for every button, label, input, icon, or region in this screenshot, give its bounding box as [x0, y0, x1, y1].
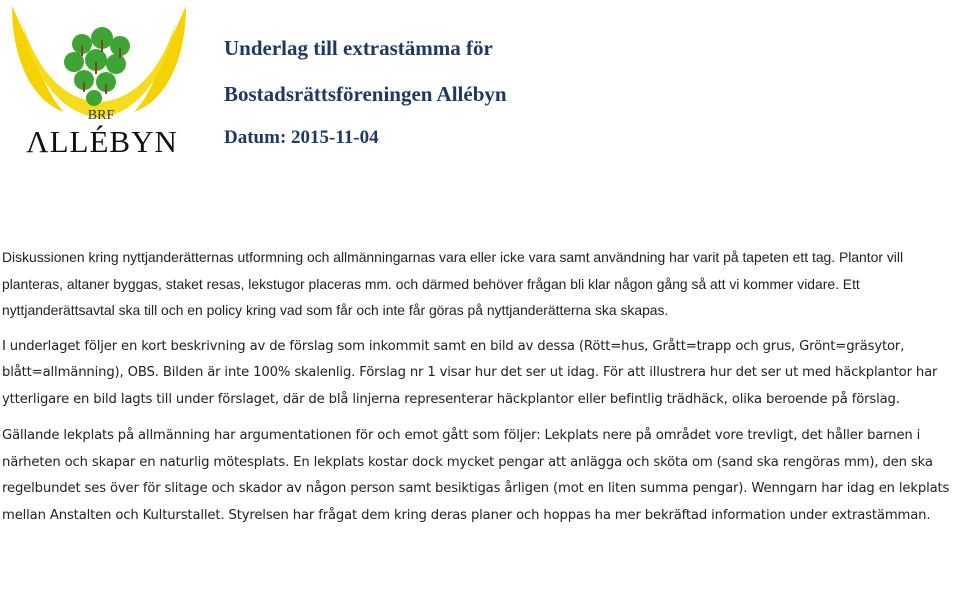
- document-body: [2, 244, 958, 529]
- document-title-line1: Underlag till extrastämma för: [224, 36, 493, 60]
- paragraph-proposals: I underlaget följer en kort beskrivning av de förslag som inkommit samt en bild av dessa (Rött=hus, Grått=trapp och grus, Grönt=gräsytor, blått=allmänning), OBS. Bilden är inte 100% skalenlig. Förslag nr 1 visar hur det ser ut idag. För att illustrera hur det ser ut med häckplantor har ytterligare en bild lagts till under förslaget, där de blå linjerna representerar häckplantor eller befintlig trädhäck, olika beroende på förslag.: [2, 338, 938, 407]
- logo-brf-text: BRF: [87, 108, 115, 123]
- document-title-line2: Bostadsrättsföreningen Allébyn: [224, 82, 507, 106]
- paragraph-playground: Gällande lekplats på allmänning har argumentationen för och emot gått som följer: Lekplats nere på området vore trevligt, det håller barnen i närheten och skapar en naturlig mötesplats. En lekplats kostar dock mycket pengar att anlägga och sköta om (sand ska rengöras mm), den ska regelbundet ses över för slitage och skador av någon person samt besiktigas årligen (mot en liten summa pengar). Wenngarn har idag en lekplats mellan Anstalten och Kulturstallet. Styrelsen har frågat dem kring deras planer och hoppas ha mer bekräftad information under extrastämman.: [2, 428, 950, 523]
- document-date: Datum: 2015-11-04: [224, 127, 379, 148]
- paragraph-intro: Diskussionen kring nyttjanderätternas utformning och allmänningarnas vara eller icke vara samt användning har varit på tapeten ett tag. Plantor vill planteras, altaner byggas, staket resas, lekstugor placeras mm. och därmed behöver frågan bli klar någon gång så att vi kommer vidare. Ett nyttjanderättsavtal ska till och en policy kring vad som får och inte får göras på nyttjanderätterna ska skapas.: [2, 249, 904, 318]
- brf-allebyn-logo: [4, 2, 194, 160]
- logo-name-text: ΛLLÉBYN: [26, 124, 178, 159]
